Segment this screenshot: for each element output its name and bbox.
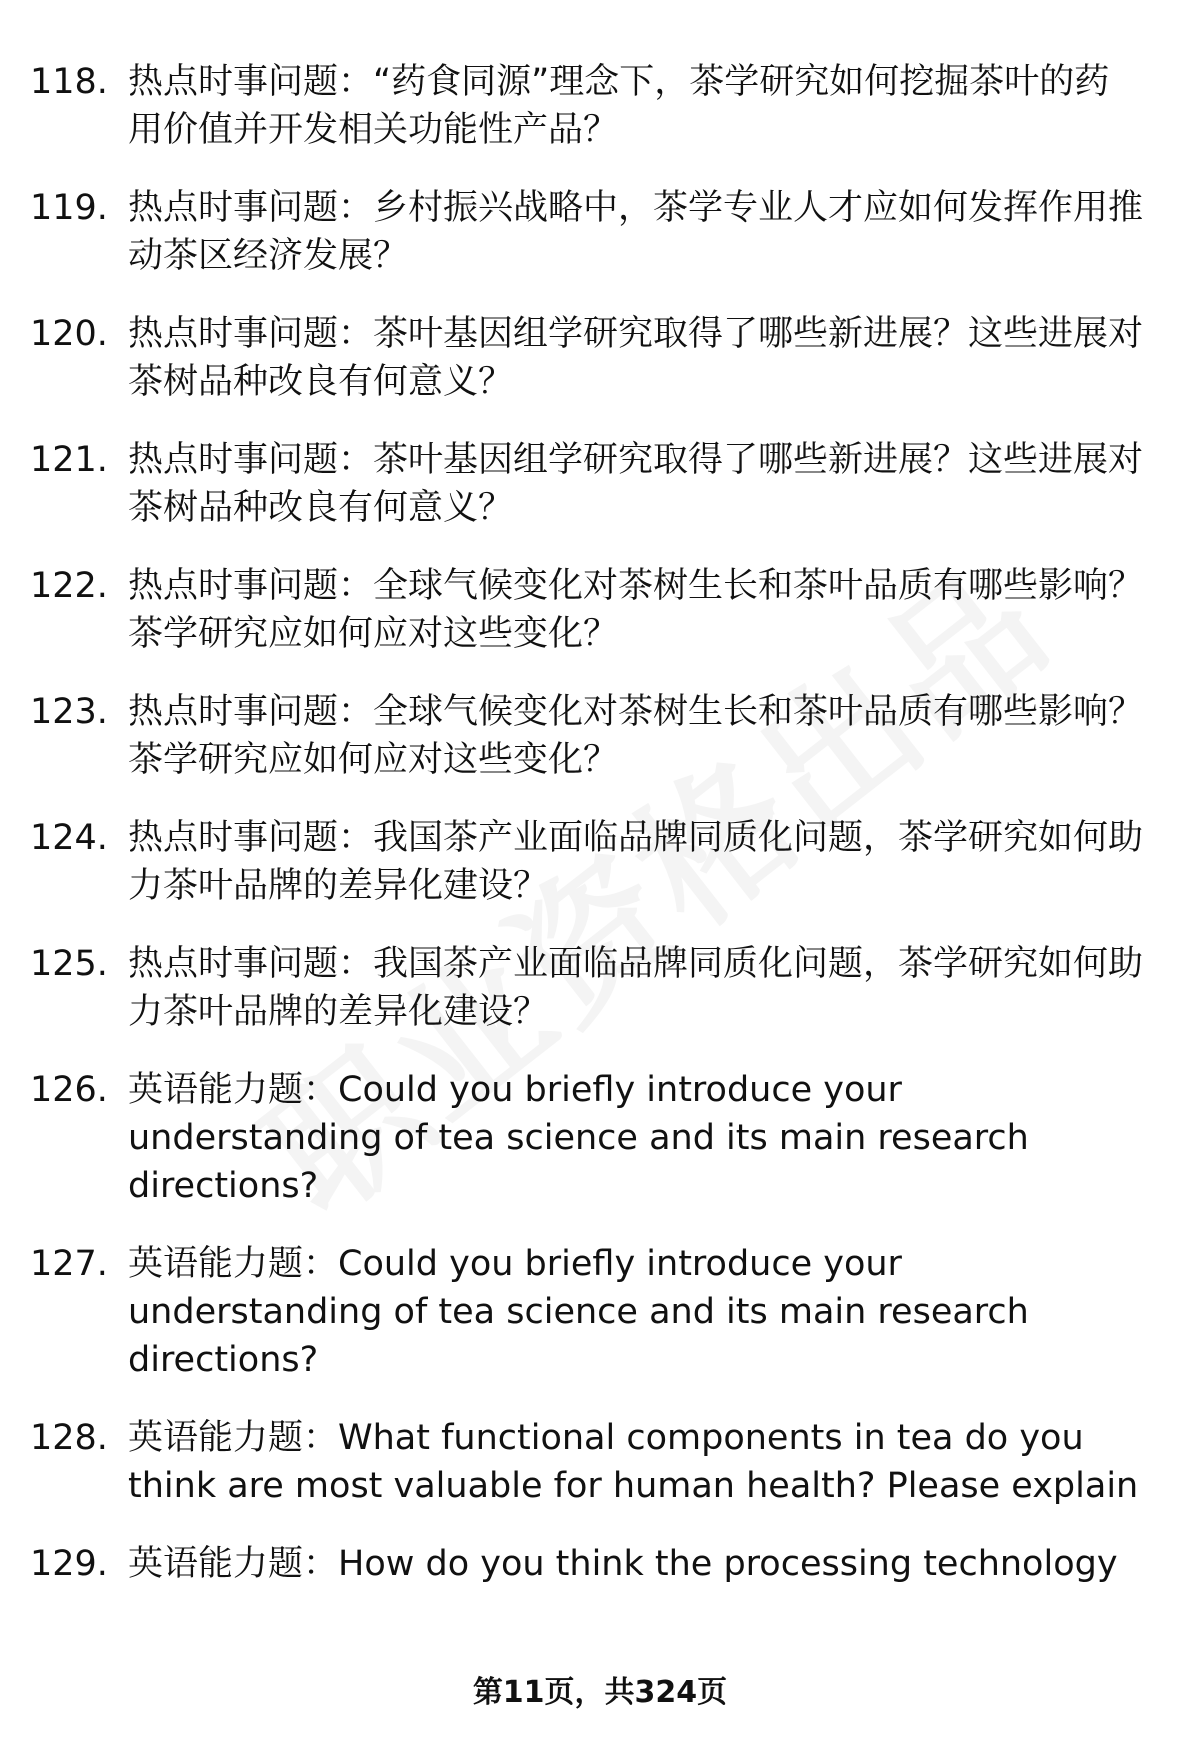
question-item [0, 58, 1200, 154]
page-footer [0, 1673, 1200, 1713]
question-item [0, 814, 1200, 910]
question-number: 123. [30, 692, 108, 732]
question-number: 127. [30, 1244, 108, 1284]
question-number: 121. [30, 440, 108, 480]
question-text: 热点时事问题：我国茶产业面临品牌同质化问题，茶学研究如何助力茶叶品牌的差异化建设？ [128, 818, 1144, 906]
question-text: 热点时事问题：茶叶基因组学研究取得了哪些新进展？这些进展对茶树品种改良有何意义？ [128, 314, 1144, 402]
question-text: 热点时事问题：全球气候变化对茶树生长和茶叶品质有哪些影响？茶学研究应如何应对这些变化？ [128, 566, 1144, 654]
question-number: 126. [30, 1070, 108, 1110]
question-item [0, 1414, 1200, 1510]
question-item [0, 1240, 1200, 1384]
question-item [0, 940, 1200, 1036]
question-text: 热点时事问题：“药食同源”理念下，茶学研究如何挖掘茶叶的药用价值并开发相关功能性产品？ [128, 62, 1110, 150]
question-item [0, 436, 1200, 532]
question-item [0, 310, 1200, 406]
question-number: 120. [30, 314, 108, 354]
question-number: 129. [30, 1544, 108, 1584]
question-item [0, 688, 1200, 784]
question-item [0, 1066, 1200, 1210]
question-text: 热点时事问题：全球气候变化对茶树生长和茶叶品质有哪些影响？茶学研究应如何应对这些变化？ [128, 692, 1144, 780]
question-text: 英语能力题：How do you think the processing technology [128, 1544, 1118, 1584]
question-text: 热点时事问题：乡村振兴战略中，茶学专业人才应如何发挥作用推动茶区经济发展？ [128, 188, 1144, 276]
question-item [0, 184, 1200, 280]
question-item [0, 562, 1200, 658]
question-number: 119. [30, 188, 108, 228]
question-number: 118. [30, 62, 108, 102]
question-number: 125. [30, 944, 108, 984]
question-list [0, 58, 1200, 1588]
question-text: 英语能力题：Could you briefly introduce your understanding of tea science and its main research directions? [128, 1070, 1029, 1206]
question-text: 英语能力题：What functional components in tea do you think are most valuable for human health? Please explain [128, 1418, 1139, 1506]
question-text: 英语能力题：Could you briefly introduce your understanding of tea science and its main research directions? [128, 1244, 1029, 1380]
question-item [0, 1540, 1200, 1588]
question-number: 122. [30, 566, 108, 606]
page-number-indicator: 第11页，共324页 [472, 1675, 728, 1710]
question-text: 热点时事问题：茶叶基因组学研究取得了哪些新进展？这些进展对茶树品种改良有何意义？ [128, 440, 1144, 528]
question-number: 128. [30, 1418, 108, 1458]
question-number: 124. [30, 818, 108, 858]
question-text: 热点时事问题：我国茶产业面临品牌同质化问题，茶学研究如何助力茶叶品牌的差异化建设？ [128, 944, 1144, 1032]
